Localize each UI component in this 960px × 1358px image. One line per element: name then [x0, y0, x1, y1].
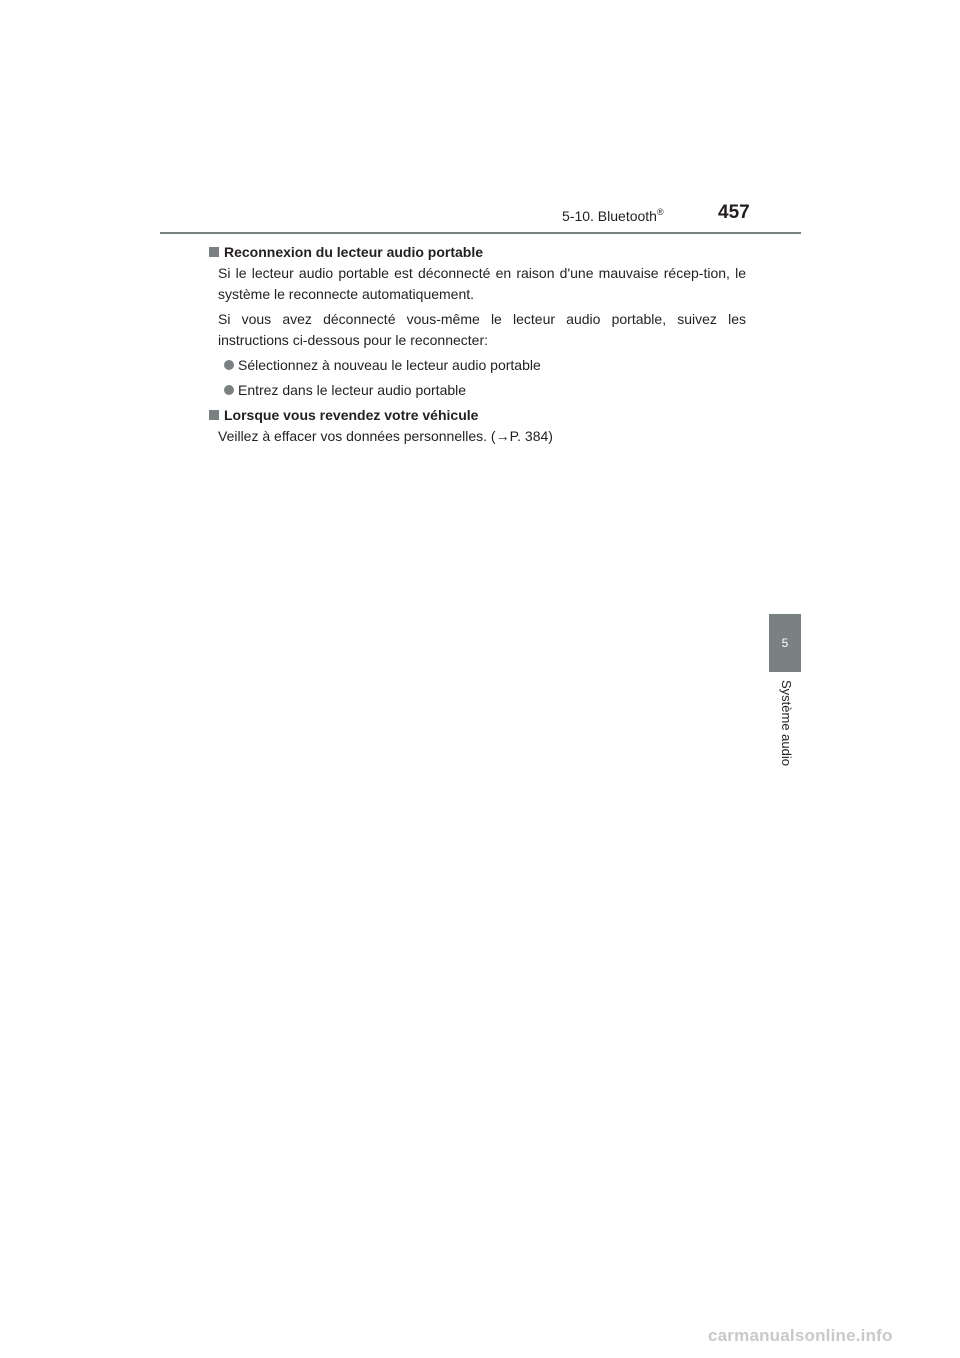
page-reference-link[interactable]: P. 384): [509, 428, 553, 444]
section-title: 5-10. Bluetooth®: [562, 207, 664, 224]
header-rule: [160, 232, 801, 234]
square-bullet-icon: [209, 410, 219, 420]
chapter-number: 5: [781, 636, 789, 650]
page-number: 457: [718, 202, 750, 223]
paragraph-erase-data: Veillez à effacer vos données personnelles. (→P. 384): [218, 428, 553, 444]
paragraph-auto-reconnect: Si le lecteur audio portable est déconnecté en raison d'une mauvaise récep-tion, le système le reconnecte automatiquement.: [218, 265, 746, 302]
chapter-tab: [769, 614, 801, 672]
square-bullet-icon: [209, 247, 219, 257]
section-heading-sell-vehicle: Lorsque vous revendez votre véhicule: [210, 405, 746, 426]
circle-bullet-icon: [224, 360, 234, 370]
watermark-logo: carmanualsonline.info: [708, 1326, 893, 1345]
chapter-label: Système audio: [779, 680, 794, 766]
list-item-enter-player: Entrez dans le lecteur audio portable: [210, 380, 746, 401]
arrow-right-icon: →: [495, 428, 510, 444]
list-item-select-player: Sélectionnez à nouveau le lecteur audio portable: [210, 355, 746, 376]
circle-bullet-icon: [224, 385, 234, 395]
main-content: [210, 242, 746, 447]
section-heading-reconnect: Reconnexion du lecteur audio portable: [210, 242, 746, 263]
registered-mark: ®: [656, 207, 664, 217]
paragraph-manual-reconnect: Si vous avez déconnecté vous-même le lecteur audio portable, suivez les instructions ci-dessous pour le reconnecter:: [218, 311, 746, 348]
